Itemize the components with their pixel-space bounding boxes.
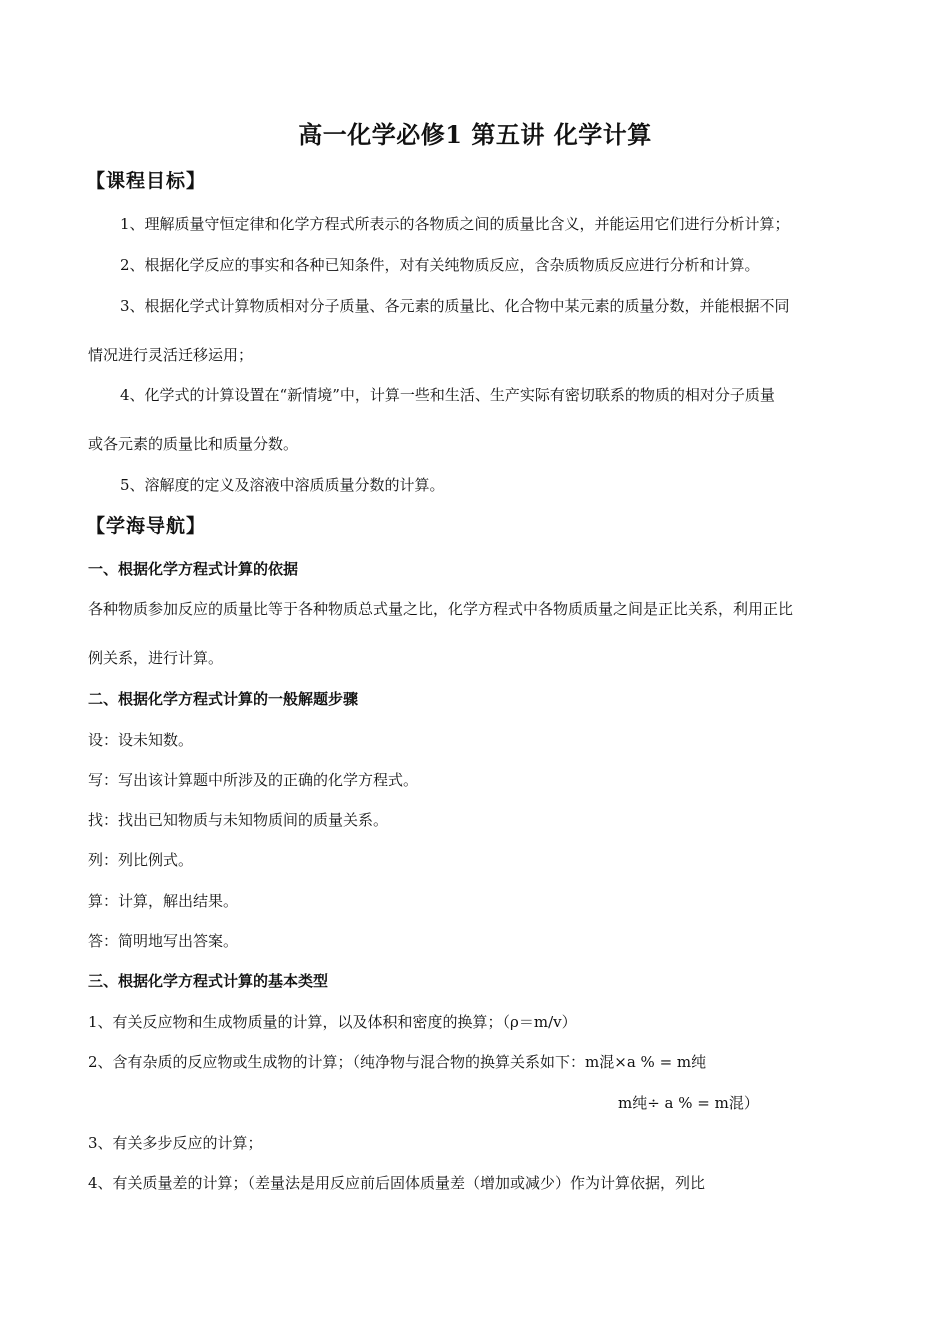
section1-line-1: 各种物质参加反应的质量比等于各种物质总式量之比，化学方程式中各物质质量之间是正比关系，利用正比: [88, 600, 794, 618]
goal-item-5: 5、溶解度的定义及溶液中溶质质量分数的计算。: [120, 476, 445, 494]
goal-item-3-cont: 情况进行灵活迁移运用；: [88, 346, 254, 364]
step-find: 找：找出已知物质与未知物质间的质量关系。: [88, 811, 389, 829]
section2-heading: 二、根据化学方程式计算的一般解题步骤: [88, 690, 359, 708]
type-item-3: 3、有关多步反应的计算；: [88, 1134, 263, 1152]
section1-heading: 一、根据化学方程式计算的依据: [88, 560, 299, 578]
section3-heading: 三、根据化学方程式计算的基本类型: [88, 972, 329, 990]
type-item-4: 4、有关质量差的计算；（差量法是用反应前后固体质量差（增加或减少）作为计算依据，列比: [88, 1174, 706, 1192]
goal-item-4-cont: 或各元素的质量比和质量分数。: [88, 435, 299, 453]
goal-item-2: 2、根据化学反应的事实和各种已知条件，对有关纯物质反应，含杂质物质反应进行分析和计算。: [120, 256, 760, 274]
type-item-2-cont: m纯÷ a % = m混）: [618, 1094, 759, 1112]
document-title: 高一化学必修1 第五讲 化学计算: [298, 120, 652, 149]
section1-line-2: 例关系，进行计算。: [88, 649, 224, 667]
goal-item-4: 4、化学式的计算设置在“新情境”中，计算一些和生活、生产实际有密切联系的物质的相对分子质量: [120, 386, 775, 404]
step-calc: 算：计算，解出结果。: [88, 892, 239, 910]
goals-heading: 【课程目标】: [86, 170, 207, 192]
type-item-2: 2、含有杂质的反应物或生成物的计算；（纯净物与混合物的换算关系如下：m混×a % = m纯: [88, 1053, 707, 1071]
step-set: 设：设未知数。: [88, 731, 194, 749]
step-answer: 答：简明地写出答案。: [88, 932, 239, 950]
step-write: 写：写出该计算题中所涉及的正确的化学方程式。: [88, 771, 419, 789]
step-list: 列：列比例式。: [88, 851, 194, 869]
guide-heading: 【学海导航】: [86, 515, 207, 537]
goal-item-1: 1、理解质量守恒定律和化学方程式所表示的各物质之间的质量比含义，并能运用它们进行分析计算；: [120, 215, 790, 233]
type-item-1: 1、有关反应物和生成物质量的计算，以及体积和密度的换算；（ρ＝m/v）: [88, 1013, 577, 1031]
goal-item-3: 3、根据化学式计算物质相对分子质量、各元素的质量比、化合物中某元素的质量分数，并能根据不同: [120, 297, 790, 315]
